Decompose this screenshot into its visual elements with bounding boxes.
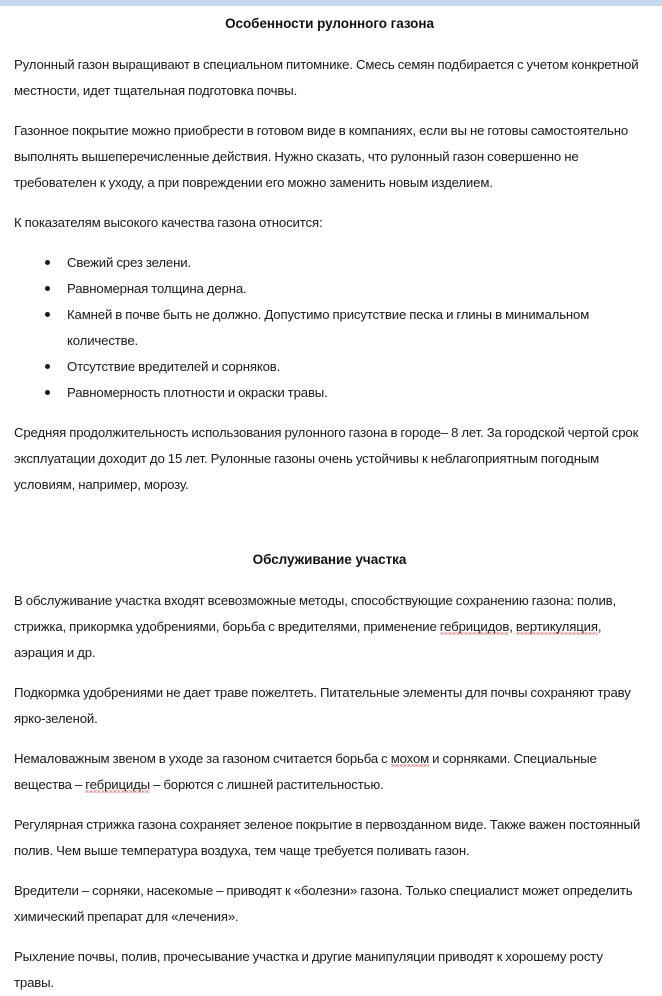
spacer <box>14 34 645 52</box>
text-fragment: В обслуживание участка входят всевозможные методы, способствующие сохранению газона: полив, стрижка, прикормка удобрениями, борьба с вредителями, применение <box>14 593 617 634</box>
misspelled-word-gerbicidy[interactable]: гебрициды <box>85 777 150 792</box>
spacer <box>14 196 645 210</box>
spacer <box>14 104 645 118</box>
text-fragment: , <box>509 619 516 634</box>
text-fragment: Немаловажным звеном в уходе за газоном считается борьба с <box>14 751 391 766</box>
text-fragment: – борются с лишней растительностью. <box>149 777 384 792</box>
spacer <box>14 732 645 746</box>
text-fragment: , аэрация и др. <box>14 619 602 660</box>
quality-indicators-list <box>14 250 645 406</box>
misspelled-word-vertikulyatsiya[interactable]: вертикуляция <box>515 619 598 634</box>
list-item-label: Отсутствие вредителей и сорняков. <box>67 359 281 374</box>
paragraph-lawn-nursery: Рулонный газон выращивают в специальном питомнике. Смесь семян подбирается с учетом конкретной местности, идет тщательная подготовка почвы. <box>14 57 639 98</box>
spacer <box>14 666 645 680</box>
bullet-dot-icon <box>45 364 50 369</box>
paragraph-quality-intro: К показателям высокого качества газона относится: <box>14 215 323 230</box>
section-heading-site-maintenance: Обслуживание участка <box>252 552 407 567</box>
bullet-dot-icon <box>45 312 50 317</box>
paragraph-pests-treatment: Вредители – сорняки, насекомые – приводят к «болезни» газона. Только специалист может определить химический препарат для «лечения». <box>14 883 633 924</box>
paragraph-regular-mowing: Регулярная стрижка газона сохраняет зеленое покрытие в первозданном виде. Также важен постоянный полив. Чем выше температура воздуха, тем чаще требуется поливать газон. <box>14 817 641 858</box>
paragraph-soil-loosening: Рыхление почвы, полив, прочесывание участка и другие манипуляции приводят к хорошему росту травы. <box>14 949 603 990</box>
list-item <box>14 302 645 354</box>
list-item-label: Равномерная толщина дерна. <box>67 281 247 296</box>
bullet-dot-icon <box>45 390 50 395</box>
list-item <box>14 276 645 302</box>
paragraph-maintenance-methods <box>14 588 645 666</box>
section-heading-lawn-features: Особенности рулонного газона <box>225 16 434 31</box>
spacer <box>14 406 645 420</box>
paragraph-lawn-lifespan: Средняя продолжительность использования рулонного газона в городе– 8 лет. За городской чертой срок эксплуатации доходит до 15 лет. Рулонные газоны очень устойчивы к неблагоприятным погодным условиям, например, морозу. <box>14 425 639 492</box>
spacer <box>14 236 645 250</box>
misspelled-word-gerbicidov[interactable]: гебрицидов <box>439 619 510 634</box>
misspelled-word-mohom[interactable]: мохом <box>390 751 430 766</box>
spacer <box>14 864 645 878</box>
spacer <box>14 930 645 944</box>
paragraph-ready-made-lawn: Газонное покрытие можно приобрести в готовом виде в компаниях, если вы не готовы самостоятельно выполнять вышеперечисленные действия. Нужно сказать, что рулонный газон совершенно не требователен к уходу, а при повреждении его можно заменить новым изделием. <box>14 123 629 190</box>
bullet-dot-icon <box>45 286 50 291</box>
spacer <box>14 798 645 812</box>
document-page <box>0 6 662 996</box>
spacer-section-break <box>14 498 645 550</box>
list-item-label: Камней в почве быть не должно. Допустимо присутствие песка и глины в минимальном количестве. <box>67 307 590 348</box>
list-item <box>14 250 645 276</box>
list-item-label: Равномерность плотности и окраски травы. <box>67 385 328 400</box>
text-fragment: и сорняками. Специальные вещества – <box>14 751 597 792</box>
list-item <box>14 354 645 380</box>
list-item-label: Свежий срез зелени. <box>67 255 191 270</box>
paragraph-fertilizer-feeding: Подкормка удобрениями не дает траве пожелтеть. Питательные элементы для почвы сохраняют траву ярко-зеленой. <box>14 685 631 726</box>
list-item <box>14 380 645 406</box>
spacer <box>14 570 645 588</box>
bullet-dot-icon <box>45 260 50 265</box>
paragraph-moss-and-weeds <box>14 746 645 798</box>
